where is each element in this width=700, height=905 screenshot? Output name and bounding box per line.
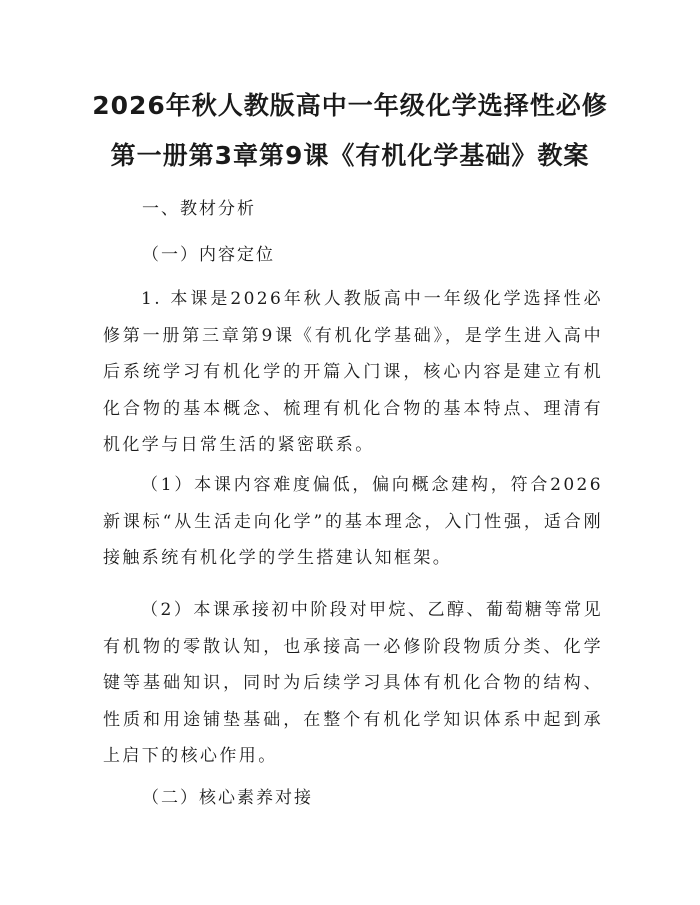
paragraph-difficulty-note: （1）本课内容难度偏低，偏向概念建构，符合2026新课标“从生活走向化学”的基本理念，入门性强，适合刚接触系统有机化学的学生搭建认知框架。 bbox=[103, 475, 603, 568]
document-title-line-1: 2026年秋人教版高中一年级化学选择性必修 bbox=[92, 91, 608, 120]
document-title-line-2: 第一册第3章第9课《有机化学基础》教案 bbox=[110, 141, 590, 170]
paragraph-connection-note: （2）本课承接初中阶段对甲烷、乙醇、葡萄糖等常见有机物的零散认知，也承接高一必修阶段物质分类、化学键等基础知识，同时为后续学习具体有机化合物的结构、性质和用途铺垫基础，在整个有机化学知识体系中起到承上启下的核心作用。 bbox=[103, 600, 603, 766]
subsection-heading-core-literacy: （二）核心素养对接 bbox=[142, 788, 313, 808]
subsection-heading-content-positioning: （一）内容定位 bbox=[142, 245, 275, 265]
section-heading-textbook-analysis: 一、教材分析 bbox=[142, 199, 256, 219]
paragraph-lesson-overview: 1. 本课是2026年秋人教版高中一年级化学选择性必修第一册第三章第9课《有机化学基础》，是学生进入高中后系统学习有机化学的开篇入门课，核心内容是建立有机化合物的基本概念、梳理有机化合物的基本特点、理清有机化学与日常生活的紧密联系。 bbox=[103, 289, 603, 455]
